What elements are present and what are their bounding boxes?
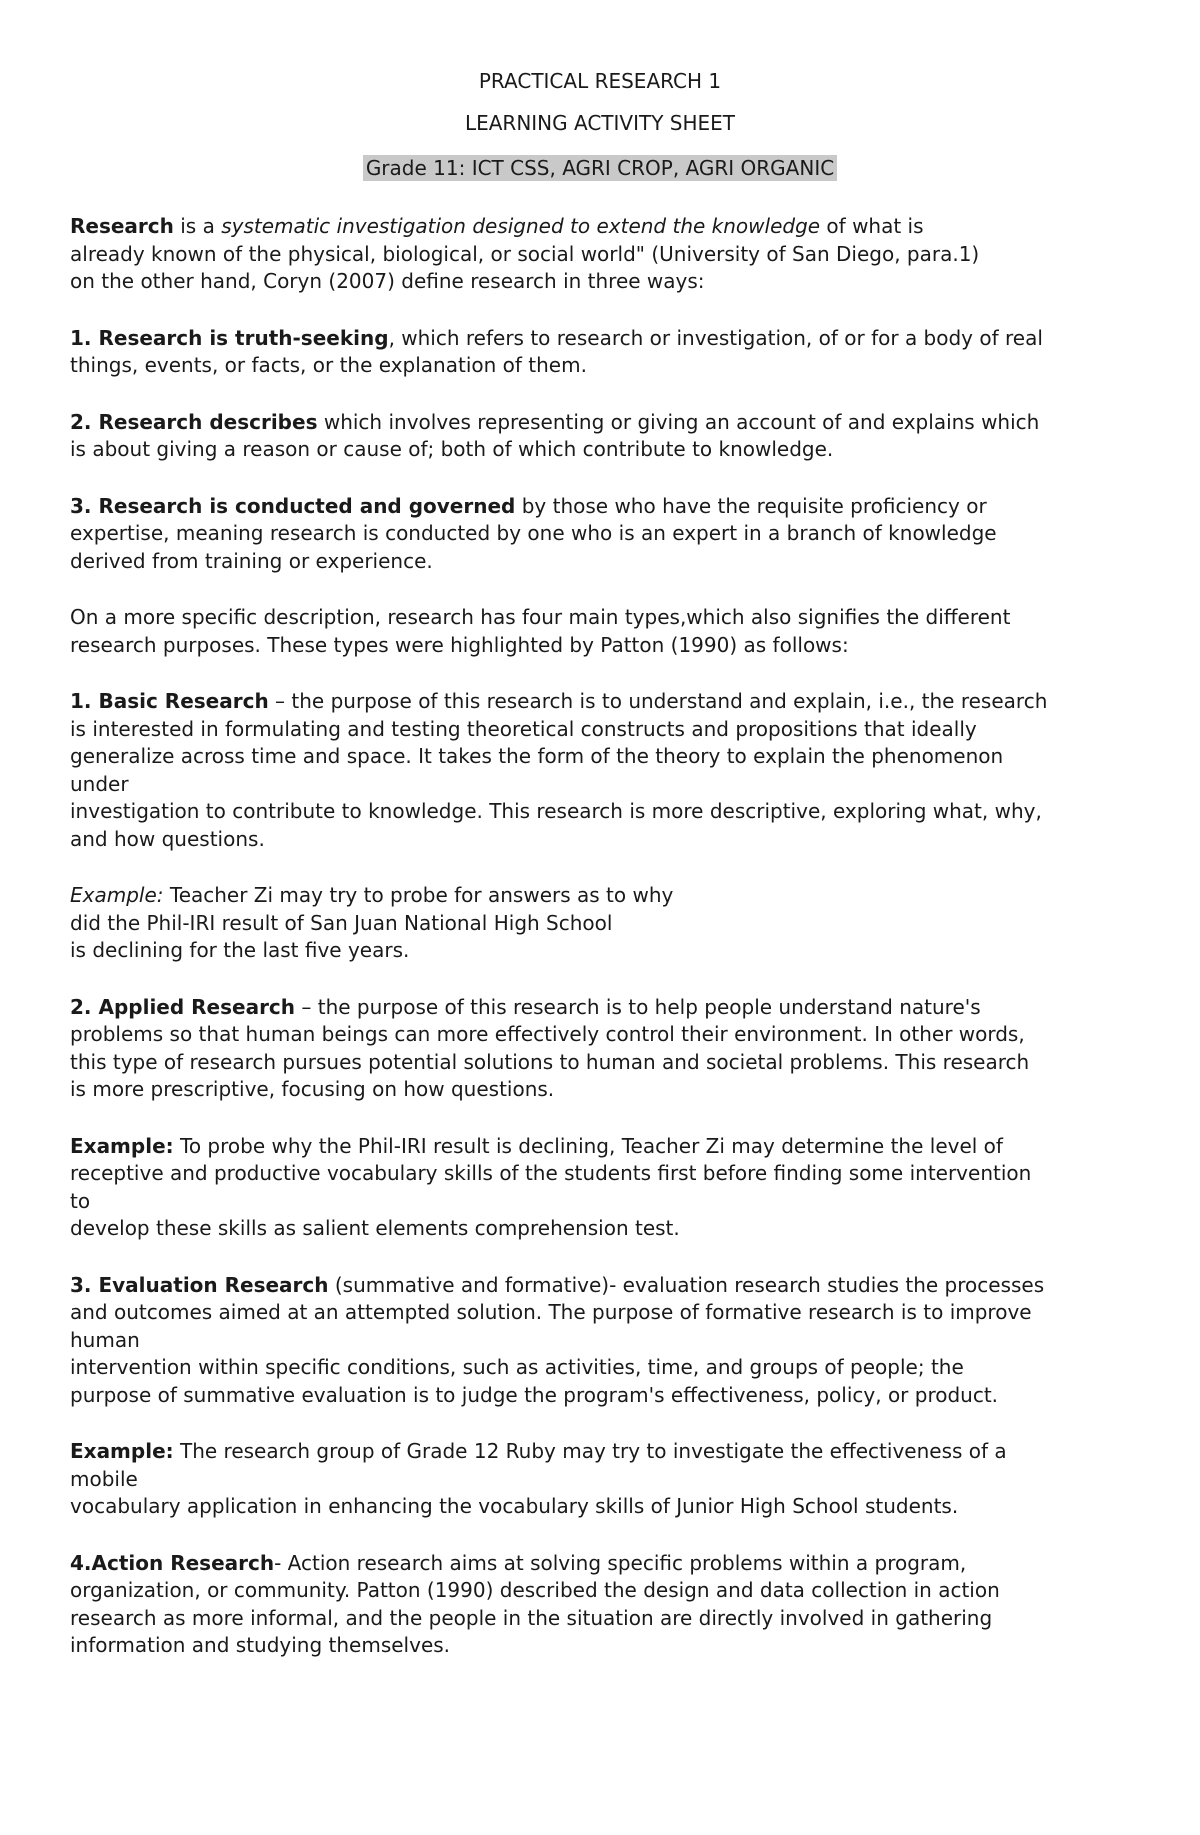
basic-text: generalize across time and space. It takes the form of the theory to explain the phenomenon (70, 744, 1004, 768)
intro-paragraph (70, 213, 1145, 296)
applied-example-text: To probe why the Phil-IRI result is declining, Teacher Zi may determine the level of (173, 1133, 1003, 1158)
way-1-paragraph (70, 325, 1145, 380)
types-intro-paragraph (70, 604, 1145, 659)
evaluation-example-text: vocabulary application in enhancing the vocabulary skills of Junior High School students. (70, 1494, 959, 1518)
applied-example-text: develop these skills as salient elements comprehension test. (70, 1216, 680, 1240)
evaluation-example-text: mobile (70, 1466, 138, 1491)
action-research-paragraph (70, 1550, 1145, 1660)
basic-example-paragraph (70, 882, 1145, 965)
basic-example-text: Teacher Zi may try to probe for answers as to why (163, 883, 674, 907)
types-intro-text: On a more specific description, research has four main types,which also signifies the different (70, 605, 1011, 629)
evaluation-research-paragraph (70, 1272, 1145, 1410)
way-text: is about giving a reason or cause of; both of which contribute to knowledge. (70, 437, 834, 461)
way-2-heading: 2. Research describes (70, 409, 318, 434)
document-title: PRACTICAL RESEARCH 1 (478, 69, 722, 93)
grade-line (0, 155, 1200, 183)
way-text: by those who have the requisite proficiency or (515, 493, 987, 518)
applied-text: this type of research pursues potential solutions to human and societal problems. This research (70, 1049, 1030, 1074)
intro-definition: systematic investigation designed to extend the knowledge (221, 214, 821, 238)
evaluation-research-heading: 3. Evaluation Research (70, 1272, 329, 1297)
way-3-paragraph (70, 493, 1145, 576)
intro-line: already known of the physical, biological, or social world" (University of San Diego, para.1) (70, 241, 980, 266)
action-text: information and studying themselves. (70, 1633, 451, 1657)
action-text: organization, or community. Patton (1990) described the design and data collection in action (70, 1578, 1000, 1602)
way-1-heading: 1. Research is truth-seeking (70, 325, 389, 350)
evaluation-example-paragraph (70, 1438, 1145, 1521)
basic-text: under (70, 771, 129, 796)
applied-text: – the purpose of this research is to help people understand nature's (295, 994, 981, 1019)
intro-line: on the other hand, Coryn (2007) define research in three ways: (70, 269, 705, 293)
evaluation-text: purpose of summative evaluation is to judge the program's effectiveness, policy, or product. (70, 1382, 999, 1407)
action-text: research as more informal, and the people in the situation are directly involved in gathering (70, 1605, 993, 1630)
basic-text: is interested in formulating and testing theoretical constructs and propositions that ideally (70, 716, 977, 741)
basic-example-text: is declining for the last five years. (70, 938, 410, 962)
way-text: , which refers to research or investigation, of or for a body of real (388, 325, 1043, 350)
action-research-heading: 4.Action Research (70, 1550, 275, 1575)
grade-highlight: Grade 11: ICT CSS, AGRI CROP, AGRI ORGANIC (363, 155, 837, 181)
applied-example-text: to (70, 1188, 91, 1213)
basic-example-label: Example: (70, 883, 164, 907)
evaluation-text: intervention within specific conditions, such as activities, time, and groups of people; the (70, 1355, 964, 1379)
document-body (70, 213, 1145, 1689)
basic-text: and how questions. (70, 826, 265, 851)
way-2-paragraph (70, 409, 1145, 464)
evaluation-text: human (70, 1327, 140, 1352)
way-text: things, events, or facts, or the explanation of them. (70, 353, 587, 377)
evaluation-text: and outcomes aimed at an attempted solution. The purpose of formative research is to improve (70, 1300, 1032, 1324)
applied-research-heading: 2. Applied Research (70, 994, 296, 1019)
way-text: expertise, meaning research is conducted by one who is an expert in a branch of knowledge (70, 521, 997, 545)
evaluation-example-text: The research group of Grade 12 Ruby may try to investigate the effectiveness of a (173, 1439, 1007, 1463)
basic-research-paragraph (70, 688, 1145, 853)
way-text: which involves representing or giving an account of and explains which (317, 409, 1040, 434)
applied-example-label: Example: (70, 1133, 174, 1158)
basic-text: investigation to contribute to knowledge. This research is more descriptive, exploring what, why, (70, 799, 1042, 823)
evaluation-text: (summative and formative)- evaluation research studies the processes (328, 1272, 1045, 1297)
intro-term: Research (70, 214, 174, 238)
applied-research-paragraph (70, 994, 1145, 1104)
applied-text: is more prescriptive, focusing on how questions. (70, 1077, 555, 1101)
action-text: - Action research aims at solving specific problems within a program, (274, 1550, 967, 1575)
way-3-heading: 3. Research is conducted and governed (70, 493, 516, 518)
evaluation-example-label: Example: (70, 1439, 174, 1463)
applied-text: problems so that human beings can more effectively control their environment. In other words, (70, 1022, 1025, 1046)
intro-text: of what is (820, 214, 924, 238)
applied-example-paragraph (70, 1133, 1145, 1243)
intro-text: is a (173, 214, 222, 238)
way-text: derived from training or experience. (70, 548, 433, 573)
basic-example-text: did the Phil-IRI result of San Juan National High School (70, 910, 613, 935)
document-subtitle: LEARNING ACTIVITY SHEET (464, 111, 736, 135)
types-intro-text: research purposes. These types were highlighted by Patton (1990) as follows: (70, 632, 849, 657)
applied-example-text: receptive and productive vocabulary skills of the students first before finding some intervention (70, 1161, 1032, 1185)
basic-text: – the purpose of this research is to understand and explain, i.e., the research (268, 689, 1048, 713)
basic-research-heading: 1. Basic Research (70, 689, 269, 713)
